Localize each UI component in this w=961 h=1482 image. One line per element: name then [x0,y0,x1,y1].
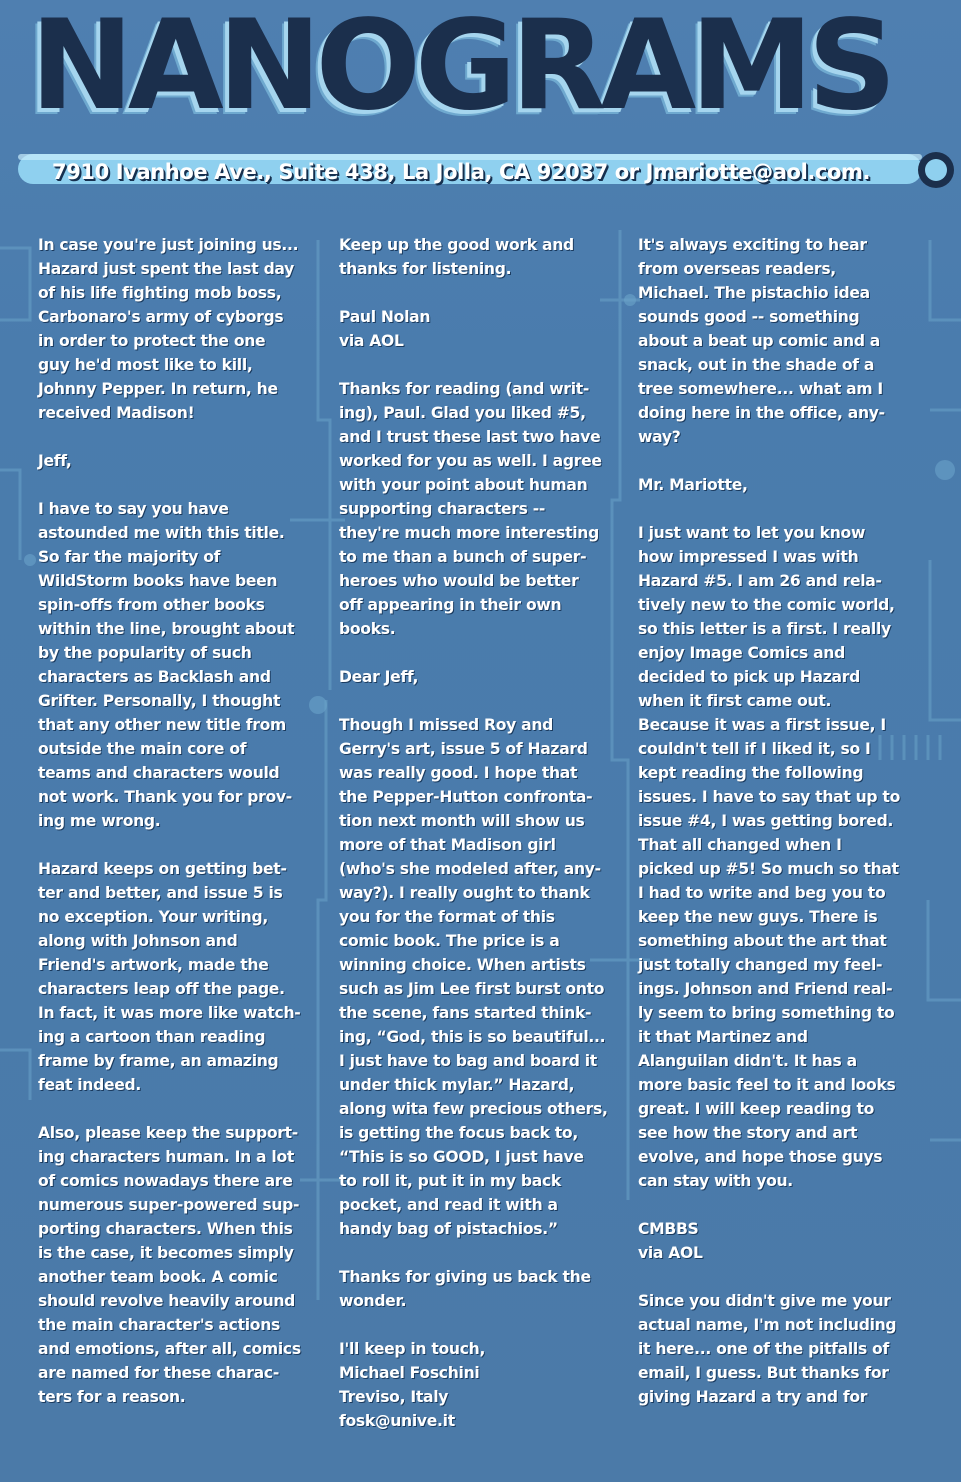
letters-column-3 [638,233,923,1409]
letters-column-2 [339,233,614,1433]
letter-salutation: Jeff, [38,452,72,470]
letter-paragraph: I just want to let you know how impressed I was with Hazard #5. I am 26 and rela- tively new to the comic world, so this letter is a first. I really enjoy Image Comics and decided to pick up Hazard when it first came out. Because it was a first issue, I couldn't tell if I liked it, so I kept reading the following issues. I have to say that up to issue #4, I was getting bored. That all changed when I picked up #5! So much so that I had to write and beg you to keep the new guys. There is something about the art that just totally changed my feel- ings. Johnson and Friend real- ly seem to bring something to it that Martinez and Alanguilan didn't. It has a more basic feel to it and looks great. I will keep reading to see how the story and art evolve, and hope those guys can stay with you. [638,524,900,1190]
editor-reply: Thanks for reading (and writ- ing), Paul. Glad you liked #5, and I trust these last two have worked for you as well. I agree with your point about human supporting characters -- they're much more interesting to me than a bunch of super- heroes who would be better off appearing in their own books. [339,380,602,638]
mailing-address: 7910 Ivanhoe Ave., Suite 438, La Jolla, CA 92037 or Jmariotte@aol.com. [52,160,871,184]
editor-intro: In case you're just joining us... Hazard just spent the last day of his life fighting mob boss, Carbonaro's army of cyborgs in order to protect the one guy he'd most like to kill, Johnny Pepper. In return, he received Madison! [38,236,299,422]
page-title: NANOGRAMS [30,2,891,130]
letter-paragraph: Though I missed Roy and Gerry's art, issue 5 of Hazard was really good. I hope that the Pepper-Hutton confronta- tion next month will show us more of that Madison girl (who's she modeled after, any- way?). I really ought to thank you for the format of this comic book. The price is a winning choice. When artists such as Jim Lee first burst onto the scene, fans started think- ing, “God, this is so beautiful... I just have to bag and board it under thick mylar.” Hazard, along wita few precious others, is getting the focus back to, “This is so GOOD, I just have to roll it, put it in my back pocket, and read it with a handy bag of pistachios.” [339,716,608,1238]
editor-reply: It's always exciting to hear from overseas readers, Michael. The pistachio idea sounds good -- something about a beat up comic and a snack, out in the shade of a tree somewhere... what am I doing here in the office, any- way? [638,236,885,446]
letter-paragraph: Keep up the good work and thanks for listening. [339,236,574,278]
letter-paragraph: Thanks for giving us back the wonder. [339,1268,591,1310]
letter-paragraph: Hazard keeps on getting bet- ter and better, and issue 5 is no exception. Your writing, along with Johnson and Friend's artwork, made the characters leap off the page. In fact, it was more like watch- ing a cartoon than reading frame by frame, an amazing feat indeed. [38,860,301,1094]
letter-signature: Paul Nolan via AOL [339,308,431,350]
letter-paragraph: Also, please keep the support- ing characters human. In a lot of comics nowadays there are numerous super-powered sup- porting characters. When this is the case, it becomes simply another team book. A comic should revolve heavily around the main character's actions and emotions, after all, comics are named for these charac- ters for a reason. [38,1124,301,1406]
letters-column-1 [38,233,318,1409]
letter-salutation: Dear Jeff, [339,668,419,686]
letter-signature: CMBBS via AOL [638,1220,703,1262]
editor-reply: Since you didn't give me your actual name, I'm not including it here... one of the pitfalls of email, I guess. But thanks for giving Hazard a try and for [638,1292,897,1406]
letter-paragraph: I have to say you have astounded me with this title. So far the majority of WildStorm books have been spin-offs from other books within the line, brought about by the popularity of such characters as Backlash and Grifter. Personally, I thought that any other new title from outside the main core of teams and characters would not work. Thank you for prov- ing me wrong. [38,500,295,830]
letter-signature: I'll keep in touch, Michael Foschini Treviso, Italy fosk@unive.it [339,1340,486,1430]
letter-salutation: Mr. Mariotte, [638,476,748,494]
